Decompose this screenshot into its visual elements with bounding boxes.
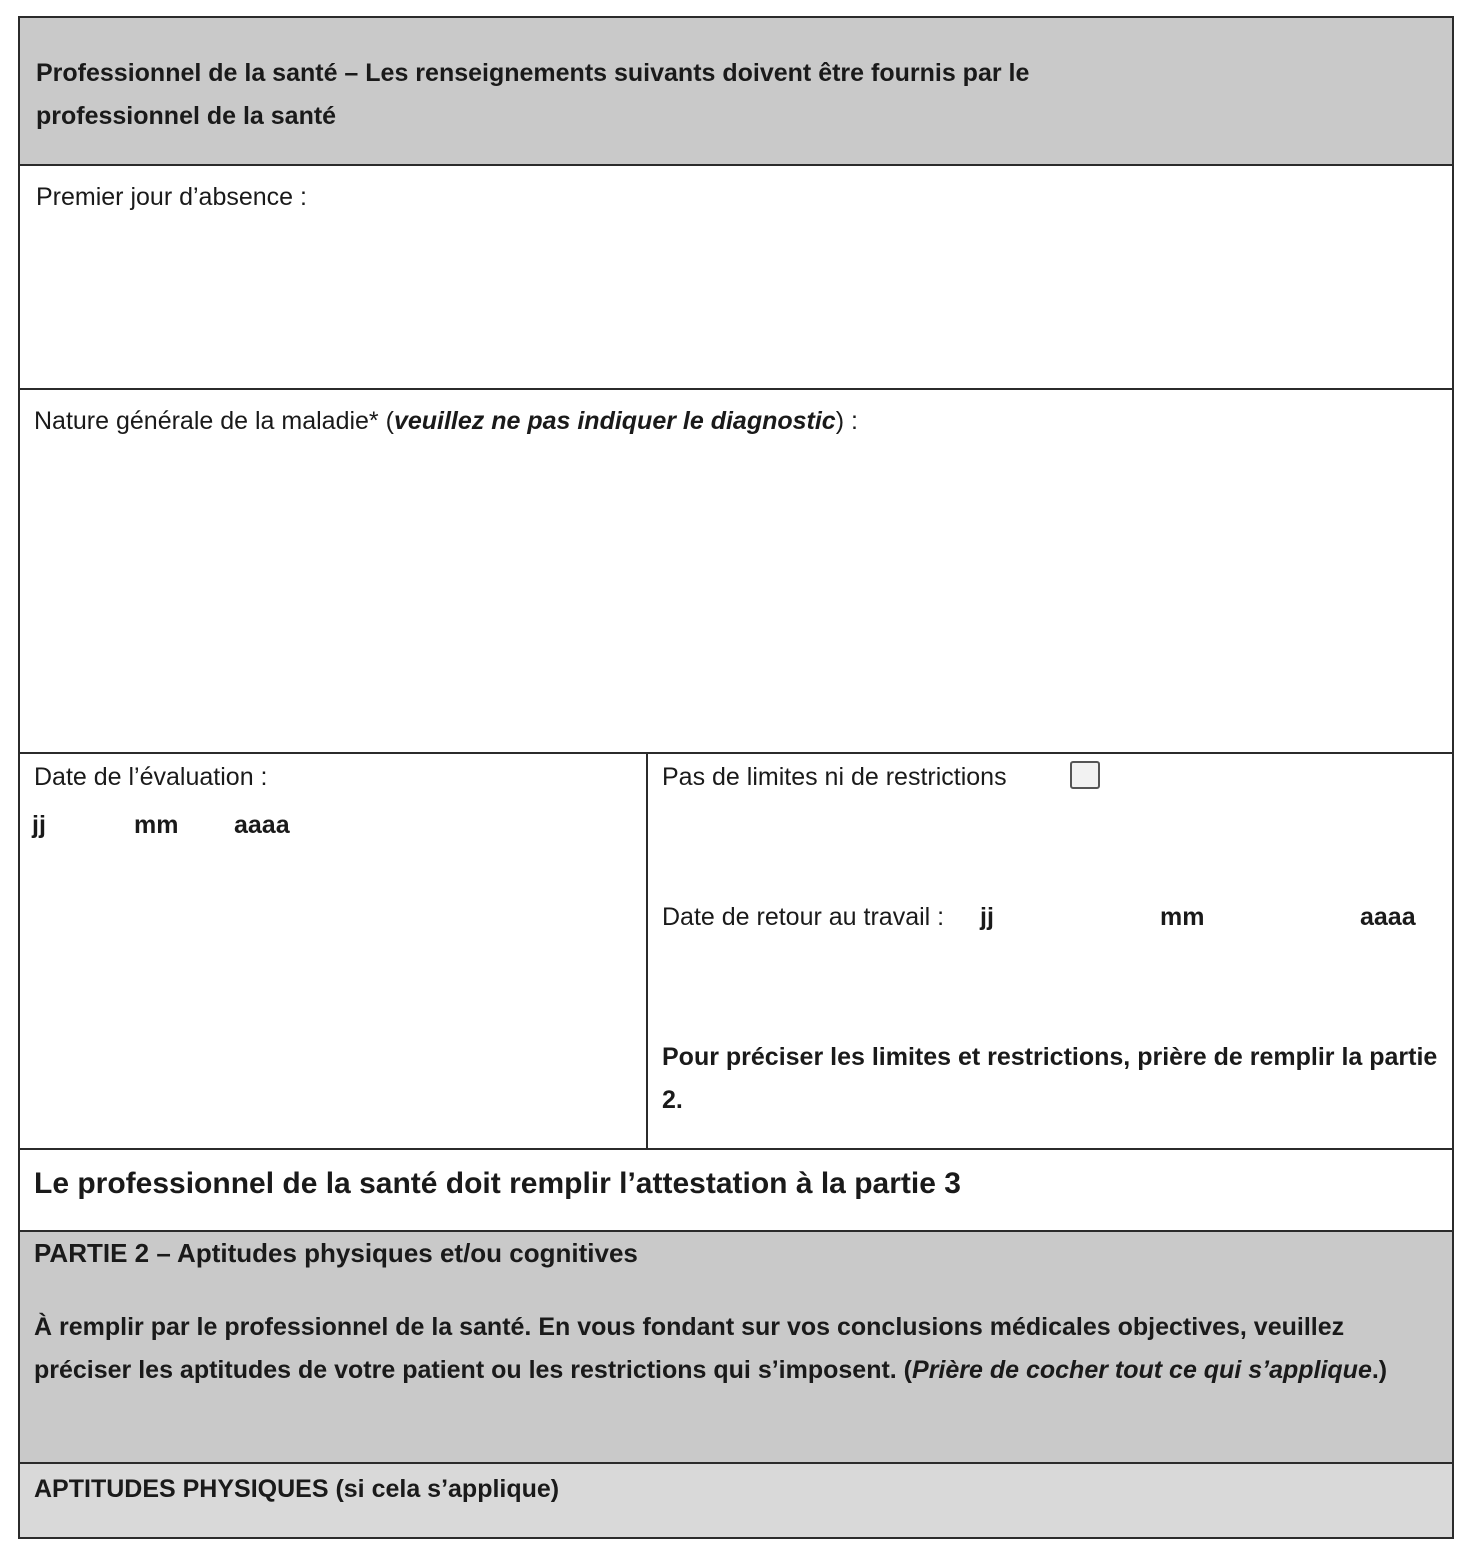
illness-nature-label-emphasis: veuillez ne pas indiquer le diagnostic bbox=[393, 407, 836, 435]
no-limits-checkbox[interactable] bbox=[1070, 761, 1100, 789]
physical-aptitudes-title: APTITUDES PHYSIQUES bbox=[34, 1475, 329, 1503]
attestation-note-row bbox=[20, 1150, 1452, 1232]
illness-nature-label-end: ) : bbox=[835, 407, 858, 435]
illness-nature-field[interactable] bbox=[20, 390, 1452, 754]
partie2-instructions-text: À remplir par le professionnel de la santé. En vous fondant sur vos conclusions médicales objectives, veuillez préciser les aptitudes de votre patient ou les restrictions qui s’imposent. ( bbox=[34, 1313, 1345, 1384]
limits-note: Pour préciser les limites et restrictions, prière de remplir la partie 2. bbox=[662, 1043, 1438, 1114]
section-header bbox=[20, 18, 1452, 166]
section-header-text: Professionnel de la santé – Les renseignements suivants doivent être fournis par le professionnel de la santé bbox=[36, 59, 1030, 130]
return-year: aaaa bbox=[1360, 903, 1416, 931]
evaluation-day: jj bbox=[32, 811, 46, 839]
evaluation-date-label: Date de l’évaluation : bbox=[34, 763, 268, 791]
partie2-instructions-end: .) bbox=[1371, 1356, 1388, 1384]
health-professional-form bbox=[18, 16, 1454, 1539]
first-absence-label: Premier jour d’absence : bbox=[36, 183, 307, 211]
partie2-title: PARTIE 2 – Aptitudes physiques et/ou cognitives bbox=[34, 1238, 638, 1268]
illness-nature-label-start: Nature générale de la maladie* ( bbox=[34, 407, 394, 435]
evaluation-month: mm bbox=[134, 811, 179, 839]
partie2-instructions bbox=[34, 1306, 1424, 1392]
first-absence-field[interactable] bbox=[20, 166, 1452, 390]
physical-aptitudes-section bbox=[20, 1464, 1452, 1537]
physical-aptitudes-suffix: (si cela s’applique) bbox=[328, 1475, 560, 1503]
return-day: jj bbox=[980, 903, 994, 931]
evaluation-year: aaaa bbox=[234, 811, 290, 839]
attestation-note: Le professionnel de la santé doit remplir l’attestation à la partie 3 bbox=[34, 1167, 961, 1200]
illness-nature-label bbox=[34, 400, 858, 443]
dates-row bbox=[20, 754, 1452, 1150]
right-column bbox=[648, 754, 1452, 1148]
partie2-instructions-emphasis: Prière de cocher tout ce qui s’applique bbox=[912, 1356, 1372, 1384]
physical-aptitudes-heading bbox=[34, 1468, 559, 1511]
return-month: mm bbox=[1160, 903, 1205, 931]
no-limits-label: Pas de limites ni de restrictions bbox=[662, 763, 1007, 791]
partie2-section bbox=[20, 1232, 1452, 1464]
evaluation-date-field[interactable] bbox=[20, 754, 646, 1148]
return-date-label: Date de retour au travail : bbox=[662, 903, 945, 931]
